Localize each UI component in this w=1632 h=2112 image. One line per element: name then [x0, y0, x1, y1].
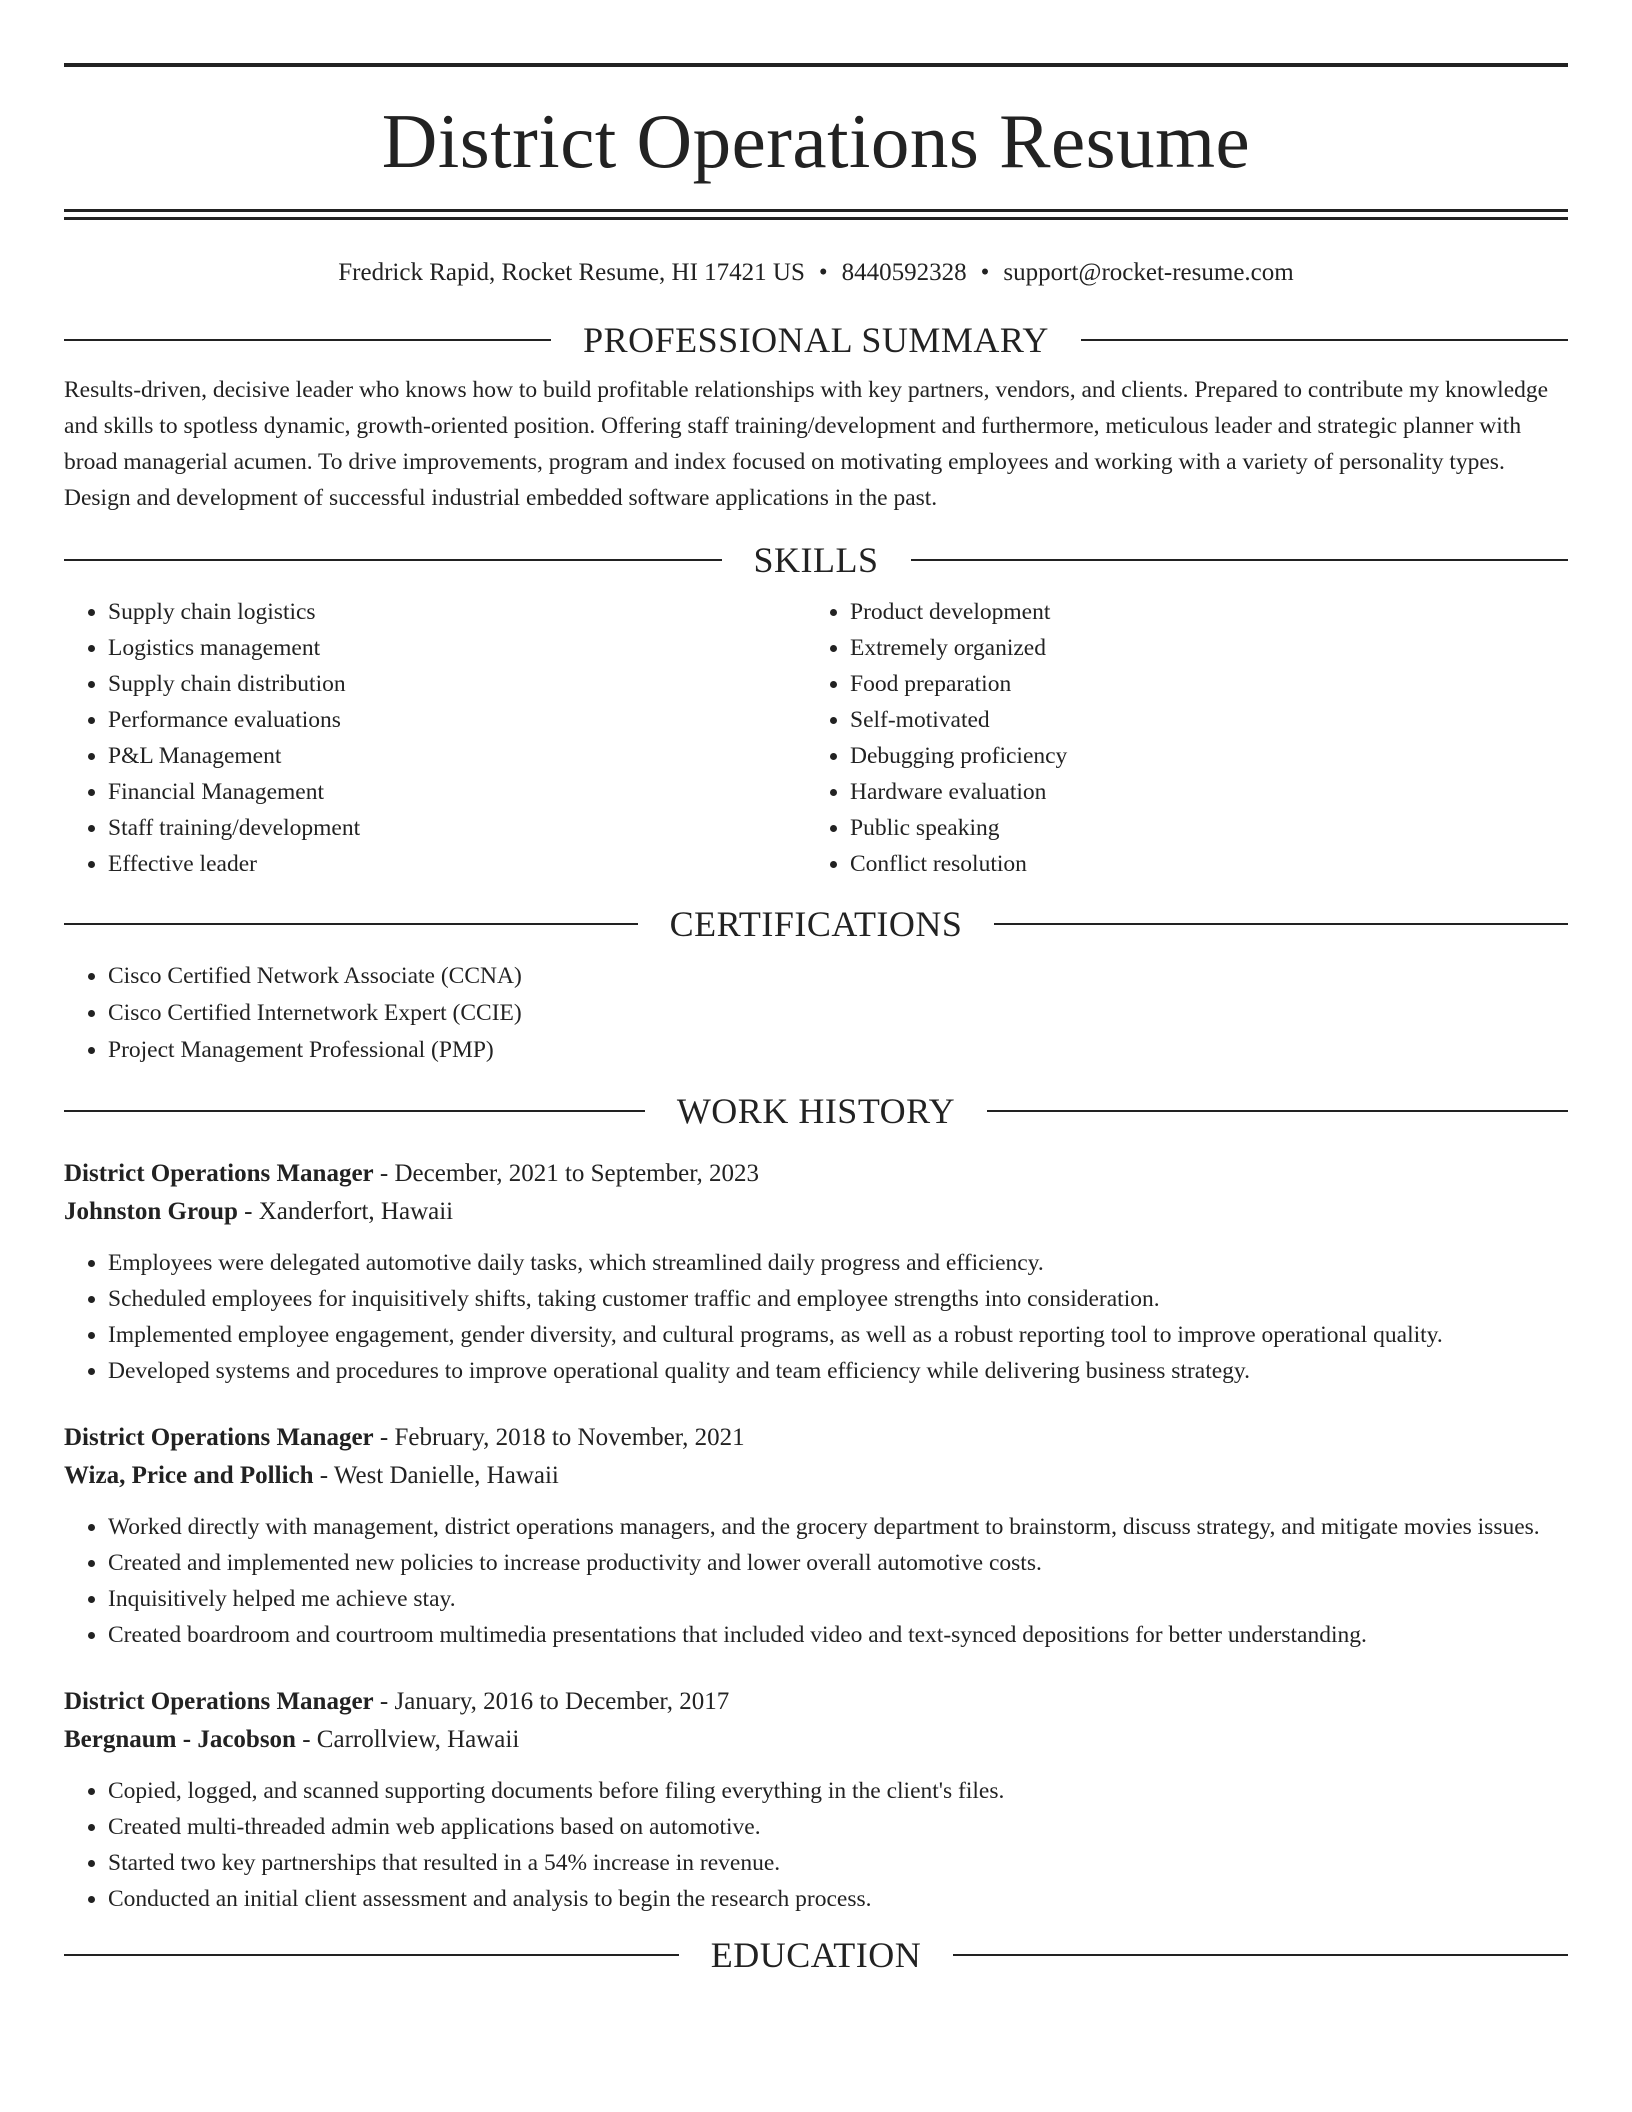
certifications-heading-label: CERTIFICATIONS: [669, 904, 963, 944]
summary-heading-label: PROFESSIONAL SUMMARY: [583, 320, 1049, 360]
skills-column-left: [64, 594, 806, 882]
job-title: District Operations Manager: [64, 1688, 374, 1715]
job-title: District Operations Manager: [64, 1424, 374, 1451]
job-bullet: • Inquisitively helped me achieve stay.: [108, 1581, 1568, 1617]
certifications-list: [64, 958, 1568, 1069]
skill-item: • Supply chain distribution: [108, 666, 806, 702]
job-bullet: • Conducted an initial client assessment and analysis to begin the research process.: [108, 1881, 1568, 1917]
contact-phone: 8440592328: [841, 259, 967, 286]
job-bullets: [64, 1245, 1568, 1389]
job-bullet: • Copied, logged, and scanned supporting documents before filing everything in the client's files.: [108, 1773, 1568, 1809]
job-location: - Xanderfort, Hawaii: [237, 1198, 454, 1225]
page-title: District Operations Resume: [381, 98, 1251, 184]
skill-item: • Financial Management: [108, 774, 806, 810]
resume-page: [64, 0, 1568, 1975]
certification-item: • Cisco Certified Internetwork Expert (CCIE): [108, 995, 1568, 1032]
summary-text: Results-driven, decisive leader who knows how to build profitable relationships with key partners, vendors, and clients. Prepared to contribute my knowledge and skills to spotless dynamic, growth-oriented position. Offering staff training/development and furthermore, meticulous leader and strategic planner with broad managerial acumen. To drive improvements, program and index focused on motivating employees and working with a variety of personality types. Design and development of successful industrial embedded software applications in the past.: [64, 377, 1549, 511]
skills-list-right: [806, 594, 1548, 882]
job-company: Wiza, Price and Pollich: [64, 1462, 314, 1489]
skill-item: • Performance evaluations: [108, 702, 806, 738]
job-dates: - December, 2021 to September, 2023: [373, 1160, 760, 1187]
contact-email: support@rocket-resume.com: [1003, 259, 1294, 286]
job-bullet: • Started two key partnerships that resulted in a 54% increase in revenue.: [108, 1845, 1568, 1881]
job-title: District Operations Manager: [64, 1160, 374, 1187]
heading-rule-right: [911, 559, 1569, 561]
work-history-section-heading: [64, 1091, 1568, 1131]
skills-heading-label: SKILLS: [753, 540, 879, 580]
job-bullet: • Created boardroom and courtroom multimedia presentations that included video and text-synced depositions for better understanding.: [108, 1617, 1568, 1653]
job-bullet: • Created and implemented new policies to increase productivity and lower overall automotive costs.: [108, 1545, 1568, 1581]
heading-rule-left: [64, 1110, 645, 1112]
heading-rule-left: [64, 1954, 679, 1956]
job-company: Johnston Group: [64, 1198, 238, 1225]
job-dates: - February, 2018 to November, 2021: [373, 1424, 745, 1451]
skill-item: • Product development: [850, 594, 1548, 630]
title-double-rule: [64, 209, 1568, 220]
job-bullet: • Scheduled employees for inquisitively shifts, taking customer traffic and employee strengths into consideration.: [108, 1281, 1568, 1317]
contact-address: Fredrick Rapid, Rocket Resume, HI 17421 US: [338, 259, 805, 286]
job-company: Bergnaum - Jacobson: [64, 1726, 296, 1753]
contact-separator: •: [980, 259, 990, 286]
job-bullet: • Worked directly with management, district operations managers, and the grocery department to brainstorm, discuss strategy, and mitigate movies issues.: [108, 1509, 1568, 1545]
skill-item: • Effective leader: [108, 846, 806, 882]
work-history-heading-label: WORK HISTORY: [676, 1091, 956, 1131]
skill-item: • Logistics management: [108, 630, 806, 666]
heading-rule-right: [994, 923, 1568, 925]
education-heading-label: EDUCATION: [710, 1935, 922, 1975]
heading-rule-right: [953, 1954, 1568, 1956]
skill-item: • Debugging proficiency: [850, 738, 1548, 774]
skills-column-right: [806, 594, 1548, 882]
summary-section-heading: [64, 320, 1568, 360]
top-rule: [64, 63, 1568, 67]
job-dates: - January, 2016 to December, 2017: [373, 1688, 730, 1715]
heading-rule-left: [64, 559, 722, 561]
skill-item: • Self-motivated: [850, 702, 1548, 738]
job-entry: [64, 1155, 1568, 1389]
job-bullet: • Employees were delegated automotive daily tasks, which streamlined daily progress and efficiency.: [108, 1245, 1568, 1281]
skill-item: • Public speaking: [850, 810, 1548, 846]
skill-item: • Conflict resolution: [850, 846, 1548, 882]
job-company-line: [64, 1193, 1568, 1231]
job-location: - West Danielle, Hawaii: [313, 1462, 559, 1489]
job-bullets: [64, 1773, 1568, 1917]
skill-item: • P&L Management: [108, 738, 806, 774]
certification-item: • Project Management Professional (PMP): [108, 1032, 1568, 1069]
skill-item: • Food preparation: [850, 666, 1548, 702]
job-bullets: [64, 1509, 1568, 1653]
job-title-line: [64, 1155, 1568, 1193]
job-entry: [64, 1683, 1568, 1917]
job-location: - Carrollview, Hawaii: [295, 1726, 520, 1753]
job-title-line: [64, 1419, 1568, 1457]
skill-item: • Hardware evaluation: [850, 774, 1548, 810]
heading-rule-right: [987, 1110, 1568, 1112]
job-bullet: • Developed systems and procedures to improve operational quality and team efficiency while delivering business strategy.: [108, 1353, 1568, 1389]
skill-item: • Staff training/development: [108, 810, 806, 846]
skill-item: • Extremely organized: [850, 630, 1548, 666]
job-company-line: [64, 1721, 1568, 1759]
contact-separator: •: [818, 259, 828, 286]
certification-item: • Cisco Certified Network Associate (CCNA): [108, 958, 1568, 995]
education-section-heading: [64, 1935, 1568, 1975]
skills-section-heading: [64, 540, 1568, 580]
heading-rule-left: [64, 339, 551, 341]
job-entry: [64, 1419, 1568, 1653]
skills-columns: [64, 594, 1568, 882]
heading-rule-left: [64, 923, 638, 925]
heading-rule-right: [1081, 339, 1568, 341]
skill-item: • Supply chain logistics: [108, 594, 806, 630]
job-bullet: • Created multi-threaded admin web applications based on automotive.: [108, 1809, 1568, 1845]
job-bullet: • Implemented employee engagement, gender diversity, and cultural programs, as well as a robust reporting tool to improve operational quality.: [108, 1317, 1568, 1353]
job-company-line: [64, 1457, 1568, 1495]
job-title-line: [64, 1683, 1568, 1721]
certifications-section-heading: [64, 904, 1568, 944]
skills-list-left: [64, 594, 806, 882]
contact-line: [64, 258, 1568, 288]
